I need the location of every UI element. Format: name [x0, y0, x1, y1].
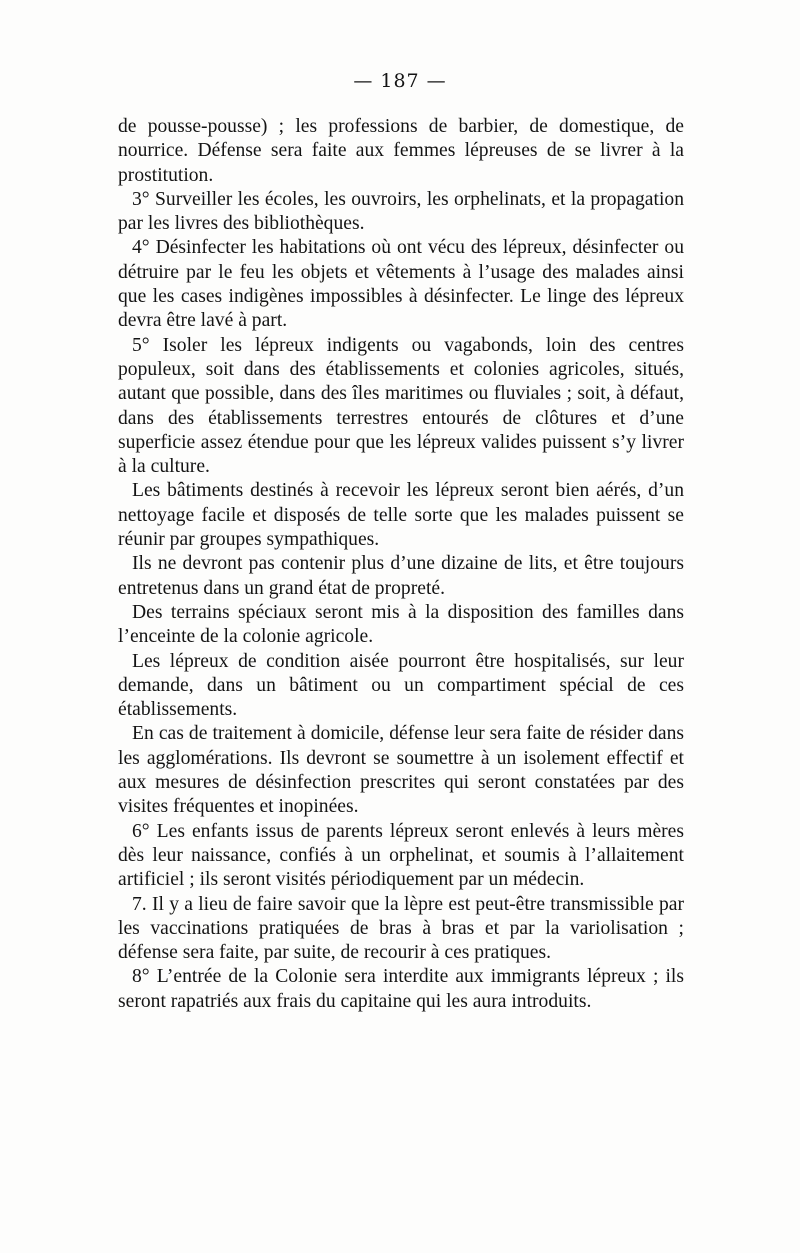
paragraph-land: Des terrains spéciaux seront mis à la disposition des familles dans l’enceinte de la colonie agricole. [118, 601, 684, 648]
paragraph-item-7: 7. Il y a lieu de faire savoir que la lèpre est peut-être transmissible par les vaccinations pratiquées de bras à bras et par la variolisation ; défense sera faite, par suite, de recourir à ces pratiques. [118, 893, 684, 964]
paragraph-item-8: 8° L’entrée de la Colonie sera interdite aux immigrants lépreux ; ils seront rapatriés aux frais du capitaine qui les aura introduits. [118, 966, 684, 1012]
paragraph-beds: Ils ne devront pas contenir plus d’une dizaine de lits, et être toujours entretenus dans un grand état de propreté. [118, 553, 684, 599]
paragraph-buildings: Les bâtiments destinés à recevoir les lépreux seront bien aérés, d’un nettoyage facile et disposés de telle sorte que les malades puissent se réunir par groupes sympathiques. [118, 480, 684, 551]
paragraph-item-3: 3° Surveiller les écoles, les ouvroirs, les orphelinats, et la propagation par les livres des bibliothèques. [118, 188, 684, 235]
paragraph-well-off: Les lépreux de condition aisée pourront être hospitalisés, sur leur demande, dans un bâtiment ou un compartiment spécial de ces établissements. [118, 650, 684, 721]
paragraph-item-6: 6° Les enfants issus de parents lépreux seront enlevés à leurs mères dès leur naissance, confiés à un orphelinat, et soumis à l’allaitement artificiel ; ils seront visités périodiquement par un médecin. [118, 820, 684, 891]
paragraph-continuation: de pousse-pousse) ; les professions de barbier, de domestique, de nourrice. Défense sera faite aux femmes lépreuses de se livrer à la prostitution. [118, 116, 684, 186]
paragraph-item-4: 4° Désinfecter les habitations où ont vécu des lépreux, désinfecter ou détruire par le feu les objets et vêtements à l’usage des malades ainsi que les cases indigènes impossibles à désinfecter. Le linge des lépreux devra être lavé à part. [118, 237, 684, 332]
paragraph-home-treatment: En cas de traitement à domicile, défense leur sera faite de résider dans les agglomérations. Ils devront se soumettre à un isolement effectif et aux mesures de désinfection prescrites qui seront constatées par des visites fréquentes et inopinées. [118, 723, 684, 818]
page-number: — 187 — [353, 70, 447, 92]
paragraph-item-5: 5° Isoler les lépreux indigents ou vagabonds, loin des centres populeux, soit dans des établissements et colonies agricoles, situés, autant que possible, dans des îles maritimes ou fluviales ; soit, à défaut, dans des établissements terrestres entourés de clôtures et d’une superficie assez étendue pour que les lépreux valides puissent s’y livrer à la culture. [118, 334, 684, 478]
body-text [118, 115, 684, 1014]
